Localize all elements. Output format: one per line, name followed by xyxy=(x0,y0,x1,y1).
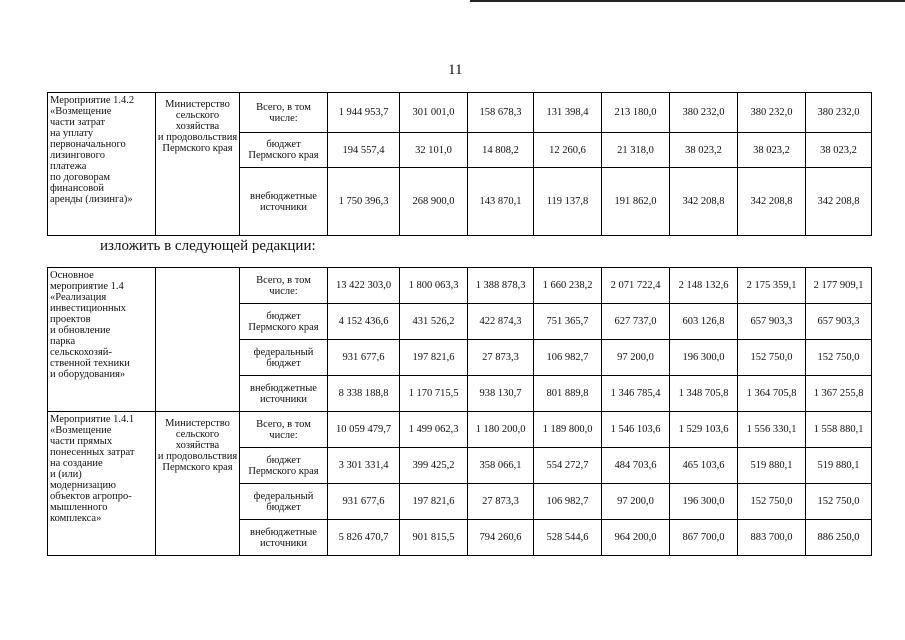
amount-cell: 106 982,7 xyxy=(534,340,602,376)
amount-cell: 152 750,0 xyxy=(806,340,872,376)
amount-cell: 883 700,0 xyxy=(738,520,806,556)
amount-cell: 197 821,6 xyxy=(400,484,468,520)
amount-cell: 268 900,0 xyxy=(400,168,468,236)
amount-cell: 554 272,7 xyxy=(534,448,602,484)
amount-cell: 657 903,3 xyxy=(806,304,872,340)
amount-cell: 931 677,6 xyxy=(328,340,400,376)
amount-cell: 27 873,3 xyxy=(468,340,534,376)
new-program-table xyxy=(47,267,872,556)
amount-cell: 751 365,7 xyxy=(534,304,602,340)
funding-source-cell: внебюджетные источники xyxy=(240,520,328,556)
amount-cell: 152 750,0 xyxy=(738,484,806,520)
amount-cell: 97 200,0 xyxy=(602,484,670,520)
amount-cell: 528 544,6 xyxy=(534,520,602,556)
amount-cell: 152 750,0 xyxy=(806,484,872,520)
amount-cell: 1 556 330,1 xyxy=(738,412,806,448)
amount-cell: 131 398,4 xyxy=(534,93,602,133)
amount-cell: 801 889,8 xyxy=(534,376,602,412)
activity-name-cell: Основное мероприятие 1.4 «Реализация инвестиционных проектов и обновление парка сельскохозяй- ственной техники и оборудования» xyxy=(48,268,156,412)
executor-cell: Министерство сельского хозяйства и продовольствия Пермского края xyxy=(156,93,240,236)
funding-source-cell: федеральный бюджет xyxy=(240,340,328,376)
amount-cell: 301 001,0 xyxy=(400,93,468,133)
amount-cell: 8 338 188,8 xyxy=(328,376,400,412)
amount-cell: 3 301 331,4 xyxy=(328,448,400,484)
funding-source-cell: внебюджетные источники xyxy=(240,168,328,236)
amount-cell: 13 422 303,0 xyxy=(328,268,400,304)
amount-cell: 194 557,4 xyxy=(328,133,400,168)
amount-cell: 964 200,0 xyxy=(602,520,670,556)
activity-name-cell: Мероприятие 1.4.1 «Возмещение части прямых понесенных затрат на создание и (или) модернизацию объектов агропро- мышленного комплекса» xyxy=(48,412,156,556)
amount-cell: 519 880,1 xyxy=(738,448,806,484)
funding-source-cell: внебюджетные источники xyxy=(240,376,328,412)
amount-cell: 603 126,8 xyxy=(670,304,738,340)
amount-cell: 1 367 255,8 xyxy=(806,376,872,412)
revision-phrase: изложить в следующей редакции: xyxy=(100,238,316,254)
amount-cell: 5 826 470,7 xyxy=(328,520,400,556)
amount-cell: 2 175 359,1 xyxy=(738,268,806,304)
funding-source-cell: Всего, в том числе: xyxy=(240,268,328,304)
amount-cell: 380 232,0 xyxy=(738,93,806,133)
page-top-border xyxy=(470,0,905,2)
amount-cell: 143 870,1 xyxy=(468,168,534,236)
amount-cell: 21 318,0 xyxy=(602,133,670,168)
amount-cell: 380 232,0 xyxy=(670,93,738,133)
table-row xyxy=(48,93,872,133)
amount-cell: 197 821,6 xyxy=(400,340,468,376)
amount-cell: 97 200,0 xyxy=(602,340,670,376)
amount-cell: 380 232,0 xyxy=(806,93,872,133)
amount-cell: 1 189 800,0 xyxy=(534,412,602,448)
amount-cell: 27 873,3 xyxy=(468,484,534,520)
amount-cell: 38 023,2 xyxy=(738,133,806,168)
amount-cell: 794 260,6 xyxy=(468,520,534,556)
amount-cell: 4 152 436,6 xyxy=(328,304,400,340)
amount-cell: 38 023,2 xyxy=(806,133,872,168)
funding-source-cell: бюджет Пермского края xyxy=(240,133,328,168)
amount-cell: 519 880,1 xyxy=(806,448,872,484)
funding-source-cell: бюджет Пермского края xyxy=(240,448,328,484)
page-number: 11 xyxy=(448,62,463,78)
amount-cell: 431 526,2 xyxy=(400,304,468,340)
amount-cell: 213 180,0 xyxy=(602,93,670,133)
amount-cell: 158 678,3 xyxy=(468,93,534,133)
amount-cell: 2 177 909,1 xyxy=(806,268,872,304)
table-row xyxy=(48,268,872,304)
amount-cell: 886 250,0 xyxy=(806,520,872,556)
funding-source-cell: бюджет Пермского края xyxy=(240,304,328,340)
amount-cell: 14 808,2 xyxy=(468,133,534,168)
amount-cell: 657 903,3 xyxy=(738,304,806,340)
amount-cell: 358 066,1 xyxy=(468,448,534,484)
amount-cell: 399 425,2 xyxy=(400,448,468,484)
amount-cell: 106 982,7 xyxy=(534,484,602,520)
funding-source-cell: Всего, в том числе: xyxy=(240,412,328,448)
amount-cell: 901 815,5 xyxy=(400,520,468,556)
amount-cell: 342 208,8 xyxy=(806,168,872,236)
amount-cell: 1 944 953,7 xyxy=(328,93,400,133)
amount-cell: 2 071 722,4 xyxy=(602,268,670,304)
old-program-table xyxy=(47,92,872,236)
amount-cell: 1 558 880,1 xyxy=(806,412,872,448)
amount-cell: 342 208,8 xyxy=(670,168,738,236)
amount-cell: 191 862,0 xyxy=(602,168,670,236)
amount-cell: 32 101,0 xyxy=(400,133,468,168)
amount-cell: 152 750,0 xyxy=(738,340,806,376)
funding-source-cell: федеральный бюджет xyxy=(240,484,328,520)
amount-cell: 10 059 479,7 xyxy=(328,412,400,448)
amount-cell: 1 348 705,8 xyxy=(670,376,738,412)
amount-cell: 119 137,8 xyxy=(534,168,602,236)
amount-cell: 1 800 063,3 xyxy=(400,268,468,304)
amount-cell: 867 700,0 xyxy=(670,520,738,556)
amount-cell: 2 148 132,6 xyxy=(670,268,738,304)
amount-cell: 627 737,0 xyxy=(602,304,670,340)
amount-cell: 1 529 103,6 xyxy=(670,412,738,448)
amount-cell: 1 346 785,4 xyxy=(602,376,670,412)
amount-cell: 1 750 396,3 xyxy=(328,168,400,236)
amount-cell: 484 703,6 xyxy=(602,448,670,484)
amount-cell: 1 660 238,2 xyxy=(534,268,602,304)
funding-source-cell: Всего, в том числе: xyxy=(240,93,328,133)
amount-cell: 12 260,6 xyxy=(534,133,602,168)
amount-cell: 938 130,7 xyxy=(468,376,534,412)
executor-cell: Министерство сельского хозяйства и продовольствия Пермского края xyxy=(156,412,240,556)
amount-cell: 422 874,3 xyxy=(468,304,534,340)
amount-cell: 465 103,6 xyxy=(670,448,738,484)
amount-cell: 196 300,0 xyxy=(670,340,738,376)
amount-cell: 342 208,8 xyxy=(738,168,806,236)
amount-cell: 38 023,2 xyxy=(670,133,738,168)
amount-cell: 931 677,6 xyxy=(328,484,400,520)
activity-name-cell: Мероприятие 1.4.2 «Возмещение части затрат на уплату первоначального лизингового платежа по договорам финансовой аренды (лизинга)» xyxy=(48,93,156,236)
amount-cell: 1 180 200,0 xyxy=(468,412,534,448)
amount-cell: 1 388 878,3 xyxy=(468,268,534,304)
executor-cell xyxy=(156,268,240,412)
amount-cell: 1 170 715,5 xyxy=(400,376,468,412)
amount-cell: 1 546 103,6 xyxy=(602,412,670,448)
table-row xyxy=(48,412,872,448)
amount-cell: 196 300,0 xyxy=(670,484,738,520)
amount-cell: 1 499 062,3 xyxy=(400,412,468,448)
amount-cell: 1 364 705,8 xyxy=(738,376,806,412)
